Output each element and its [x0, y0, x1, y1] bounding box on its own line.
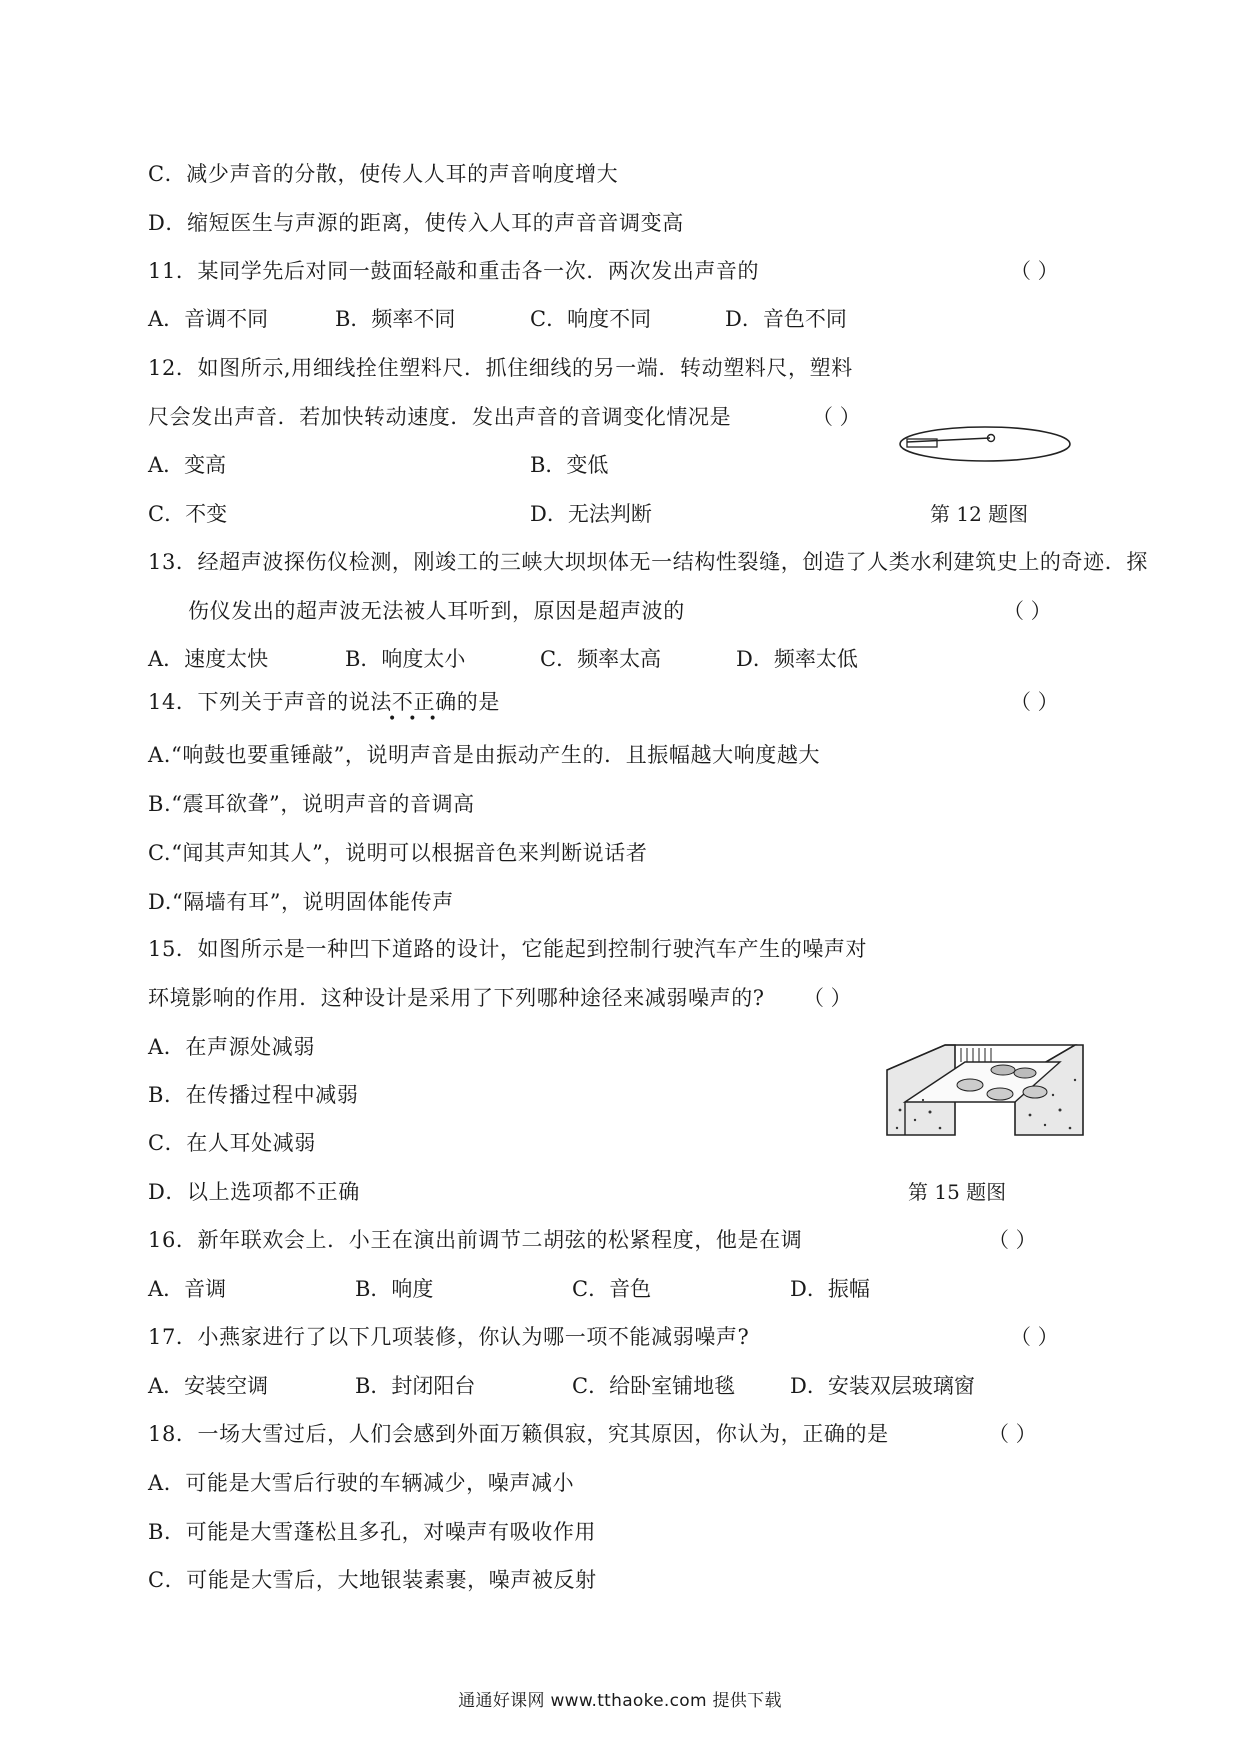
option-d: D．频率太低 [736, 647, 858, 671]
option-a: A.“响鼓也要重锤敲”，说明声音是由振动产生的．且振幅越大响度越大 [148, 743, 821, 767]
option-b: B．封闭阳台 [355, 1374, 476, 1398]
option-d: D．安装双层玻璃窗 [790, 1374, 975, 1398]
question-15-cont: 环境影响的作用．这种设计是采用了下列哪种途径来减弱噪声的? [148, 986, 765, 1010]
figure-caption-12: 第 12 题图 [930, 502, 1029, 526]
option-b: B．变低 [530, 453, 609, 477]
question-13-cont: 伤仪发出的超声波无法被人耳听到，原因是超声波的 [188, 599, 685, 623]
option-b: B.“震耳欲聋”，说明声音的音调高 [148, 792, 475, 816]
option-c: C．响度不同 [530, 307, 652, 331]
option-c: C．频率太高 [540, 647, 662, 671]
option-a: A．可能是大雪后行驶的车辆减少，噪声减小 [148, 1471, 575, 1495]
option-d: D．音色不同 [725, 307, 847, 331]
option-b: B．响度 [355, 1277, 434, 1301]
option-a: A．变高 [148, 453, 227, 477]
answer-paren: （ ） [1003, 599, 1052, 623]
option-a: A．速度太快 [148, 647, 269, 671]
question-12: 12．如图所示,用细线拴住塑料尺．抓住细线的另一端．转动塑料尺，塑料 [148, 356, 853, 380]
figure-caption-15: 第 15 题图 [908, 1180, 1007, 1204]
emphasis-dots: ••• [388, 711, 449, 727]
answer-paren: （ ） [1010, 690, 1059, 714]
option-b: B．在传播过程中减弱 [148, 1083, 359, 1107]
answer-paren: （ ） [1010, 259, 1059, 283]
sunken-road-figure [885, 1040, 1085, 1138]
question-13: 13．经超声波探伤仪检测，刚竣工的三峡大坝坝体无一结构性裂缝，创造了人类水利建筑史上的奇迹．探 [148, 550, 1148, 574]
option-a: A．在声源处减弱 [148, 1035, 315, 1059]
question-15: 15．如图所示是一种凹下道路的设计，它能起到控制行驶汽车产生的噪声对 [148, 937, 868, 961]
option-c: C．音色 [572, 1277, 652, 1301]
option-b: B．频率不同 [335, 307, 456, 331]
option-c: C．不变 [148, 502, 228, 526]
question-18: 18．一场大雪过后，人们会感到外面万籁俱寂，究其原因，你认为，正确的是 [148, 1422, 889, 1446]
question-11: 11．某同学先后对同一鼓面轻敲和重击各一次．两次发出声音的 [148, 259, 760, 283]
option-line: D．缩短医生与声源的距离，使传入人耳的声音音调变高 [148, 211, 684, 235]
option-d: D．以上选项都不正确 [148, 1180, 360, 1204]
page-footer: 通通好课网 www.tthaoke.com 提供下载 [458, 1691, 782, 1711]
rotating-ruler-figure [895, 420, 1075, 468]
question-17: 17．小燕家进行了以下几项装修，你认为哪一项不能减弱噪声? [148, 1325, 750, 1349]
answer-paren: （ ） [812, 405, 861, 429]
option-d: D．振幅 [790, 1277, 870, 1301]
option-line: C．减少声音的分散，使传人人耳的声音响度增大 [148, 162, 619, 186]
question-14: 14．下列关于声音的说法不正确的是 [148, 690, 500, 714]
answer-paren: （ ） [988, 1228, 1037, 1252]
option-c: C.“闻其声知其人”，说明可以根据音色来判断说话者 [148, 841, 648, 865]
answer-paren: （ ） [1010, 1325, 1059, 1349]
answer-paren: （ ） [988, 1422, 1037, 1446]
option-c: C．给卧室铺地毯 [572, 1374, 736, 1398]
option-a: A．安装空调 [148, 1374, 269, 1398]
option-d: D．无法判断 [530, 502, 652, 526]
option-a: A．音调 [148, 1277, 227, 1301]
option-c: C．可能是大雪后，大地银装素裹，噪声被反射 [148, 1568, 597, 1592]
question-16: 16．新年联欢会上．小王在演出前调节二胡弦的松紧程度，他是在调 [148, 1228, 803, 1252]
option-a: A．音调不同 [148, 307, 269, 331]
option-d: D.“隔墙有耳”，说明固体能传声 [148, 890, 454, 914]
option-c: C．在人耳处减弱 [148, 1131, 316, 1155]
option-b: B．可能是大雪蓬松且多孔，对噪声有吸收作用 [148, 1520, 597, 1544]
option-b: B．响度太小 [345, 647, 466, 671]
question-12-cont: 尺会发出声音．若加快转动速度．发出声音的音调变化情况是 [148, 405, 732, 429]
answer-paren: （ ） [803, 986, 852, 1010]
